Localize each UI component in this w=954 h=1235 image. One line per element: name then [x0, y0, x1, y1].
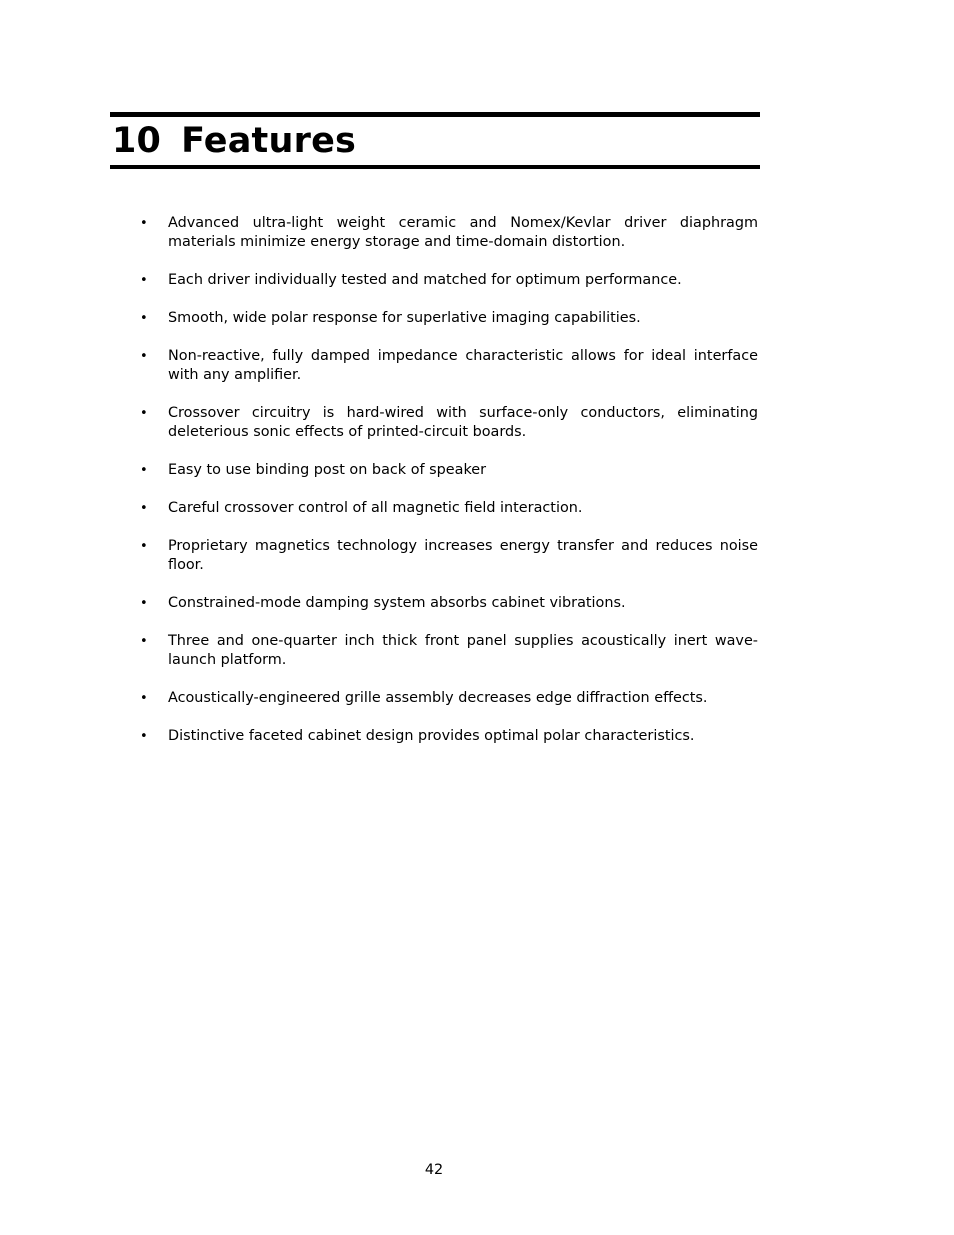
feature-text: Constrained-mode damping system absorbs cabinet vibrations.	[168, 595, 626, 611]
feature-item	[140, 404, 758, 442]
feature-item	[140, 271, 758, 290]
feature-text: Easy to use binding post on back of speaker	[168, 462, 487, 478]
feature-text: Three and one-quarter inch thick front panel supplies acoustically inert wave-launch platform.	[168, 633, 758, 668]
page-number: 42	[424, 1162, 444, 1178]
bullet-icon: •	[140, 596, 148, 611]
heading-bottom-rule	[110, 165, 760, 169]
feature-item	[140, 309, 758, 328]
bullet-icon: •	[140, 406, 148, 421]
feature-text: Distinctive faceted cabinet design provides optimal polar characteristics.	[168, 728, 695, 744]
feature-item	[140, 461, 758, 480]
feature-item	[140, 689, 758, 708]
bullet-icon: •	[140, 691, 148, 706]
bullet-icon: •	[140, 501, 148, 516]
feature-text: Non-reactive, fully damped impedance characteristic allows for ideal interface with any amplifier.	[168, 348, 758, 383]
bullet-icon: •	[140, 311, 148, 326]
feature-text: Careful crossover control of all magnetic field interaction.	[168, 500, 583, 516]
feature-item	[140, 214, 758, 252]
feature-item	[140, 632, 758, 670]
bullet-icon: •	[140, 729, 148, 744]
feature-item	[140, 537, 758, 575]
feature-item	[140, 727, 758, 746]
bullet-icon: •	[140, 463, 148, 478]
feature-text: Crossover circuitry is hard-wired with surface-only conductors, eliminating deleterious sonic effects of printed-circuit boards.	[168, 405, 758, 440]
feature-text: Proprietary magnetics technology increases energy transfer and reduces noise floor.	[168, 538, 758, 573]
section-title	[110, 117, 760, 165]
bullet-icon: •	[140, 273, 148, 288]
feature-text: Advanced ultra-light weight ceramic and Nomex/Kevlar driver diaphragm materials minimize energy storage and time-domain distortion.	[168, 215, 758, 250]
feature-text: Each driver individually tested and matched for optimum performance.	[168, 272, 682, 288]
bullet-icon: •	[140, 349, 148, 364]
section-title-text: Features	[181, 121, 357, 161]
feature-item	[140, 347, 758, 385]
feature-text: Acoustically-engineered grille assembly decreases edge diffraction effects.	[168, 690, 708, 706]
bullet-icon: •	[140, 216, 148, 231]
bullet-icon: •	[140, 634, 148, 649]
bullet-icon: •	[140, 539, 148, 554]
feature-item	[140, 594, 758, 613]
feature-list	[140, 214, 758, 765]
feature-item	[140, 499, 758, 518]
feature-text: Smooth, wide polar response for superlative imaging capabilities.	[168, 310, 641, 326]
section-heading	[110, 112, 760, 169]
section-number: 10	[112, 121, 162, 161]
